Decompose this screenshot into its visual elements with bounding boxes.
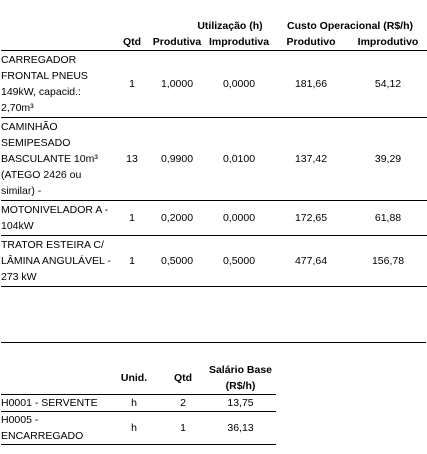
equipment-table [1,18,427,287]
util-produtiva-cell: 0,9900 [149,118,205,201]
table-row [1,51,427,118]
qtd-cell: 1 [161,412,205,445]
col-header-qtd: Qtd [115,34,149,51]
salario-cell: 13,75 [205,395,276,412]
custo-produtivo-cell: 181,66 [273,51,349,118]
col-header-unid: Unid. [107,362,161,395]
column-header-row [1,362,276,395]
group-header-utilizacao: Utilização (h) [197,20,263,32]
custo-produtivo-cell: 137,42 [273,118,349,201]
col-header-util-produtiva: Produtiva [149,34,205,51]
util-produtiva-cell: 1,0000 [149,51,205,118]
util-improdutiva-cell: 0,0100 [205,118,273,201]
labor-name: H0001 - SERVENTE [1,395,107,412]
qtd-cell: 1 [115,201,149,236]
util-improdutiva-cell: 0,5000 [205,236,273,287]
group-header-custo: Custo Operacional (R$/h) [286,20,413,32]
util-improdutiva-cell: 0,0000 [205,201,273,236]
qtd-cell: 2 [161,395,205,412]
salario-cell: 36,13 [205,412,276,445]
column-header-row [1,34,427,51]
custo-improdutivo-cell: 156,78 [349,236,427,287]
custo-improdutivo-cell: 61,88 [349,201,427,236]
qtd-cell: 1 [115,236,149,287]
equipment-name: CAMINHÃO SEMIPESADO BASCULANTE 10m³ (ATEGO 2426 ou similar) - [1,118,115,201]
equipment-name: CARREGADOR FRONTAL PNEUS 149kW, capacid.: 2,70m³ [1,51,115,118]
custo-improdutivo-cell: 39,29 [349,118,427,201]
labor-name: H0005 - ENCARREGADO [1,412,107,445]
table-row [1,201,427,236]
custo-produtivo-cell: 172,65 [273,201,349,236]
qtd-cell: 1 [115,51,149,118]
col-header-custo-produtivo: Produtivo [273,34,349,51]
col-header-custo-improdutivo: Improdutivo [349,34,427,51]
util-improdutiva-cell: 0,0000 [205,51,273,118]
util-produtiva-cell: 0,5000 [149,236,205,287]
unid-cell: h [107,412,161,445]
table-row [1,118,427,201]
table-divider [1,342,426,343]
unid-cell: h [107,395,161,412]
equipment-name: MOTONIVELADOR A - 104kW [1,201,115,236]
custo-produtivo-cell: 477,64 [273,236,349,287]
group-header-row [1,18,427,34]
util-produtiva-cell: 0,2000 [149,201,205,236]
table-row [1,412,276,445]
col-header-salario: Salário Base (R$/h) [205,362,276,395]
col-header-qtd: Qtd [161,362,205,395]
custo-improdutivo-cell: 54,12 [349,51,427,118]
equipment-name: TRATOR ESTEIRA C/ LÂMINA ANGULÁVEL - 273 kW [1,236,115,287]
col-header-util-improdutiva: Improdutiva [205,34,273,51]
table-row [1,395,276,412]
labor-table [1,362,276,445]
table-row [1,236,427,287]
qtd-cell: 13 [115,118,149,201]
